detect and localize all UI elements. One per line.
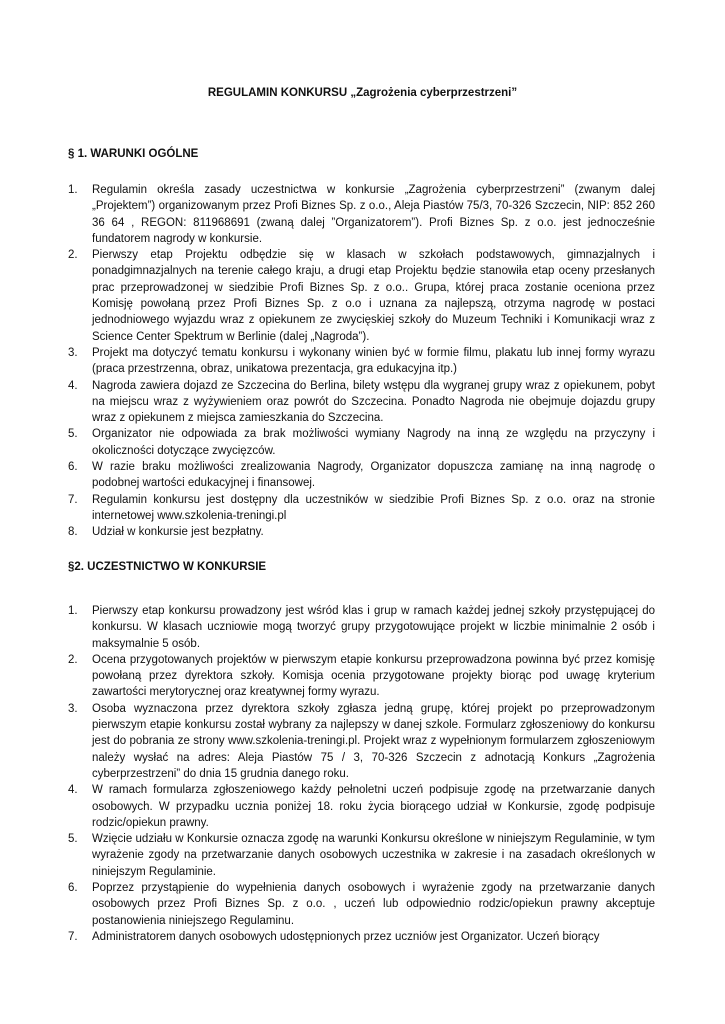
clause-item bbox=[68, 782, 655, 831]
clause-item bbox=[68, 701, 655, 782]
clause-item bbox=[68, 182, 655, 247]
section-2-list bbox=[68, 603, 655, 945]
clause-item bbox=[68, 652, 655, 701]
clause-item bbox=[68, 929, 655, 945]
clause-item bbox=[68, 603, 655, 652]
clause-text: Osoba wyznaczona przez dyrektora szkoły zgłasza jedną grupę, której projekt po przeprowadzonym pierwszym etapie konkursu został wybrany za najlepszy w danej szkole. Formularz zgłoszeniowy do konkursu jest do pobrania ze strony www.szkolenia-treningi.pl. Projekt wraz z wypełnionym formularzem zgłoszeniowym należy wysłać na adres: Aleja Piastów 75 / 3, 70-326 Szczecin z adnotacją Konkurs „Zagrożenia cyberprzestrzeni” do dnia 15 grudnia danego roku. bbox=[92, 702, 655, 780]
clause-number: 2. bbox=[68, 249, 78, 262]
clause-number: 3. bbox=[68, 346, 78, 359]
section-1-list bbox=[68, 182, 655, 541]
clause-item bbox=[68, 492, 655, 525]
clause-number: 5. bbox=[68, 428, 78, 441]
clause-text: Nagroda zawiera dojazd ze Szczecina do Berlina, bilety wstępu dla wygranej grupy wraz z opiekunem, pobyt na miejscu wraz z wyżywieniem oraz powrót do Szczecina. Ponadto Nagroda nie obejmuje dojazdu grupy wraz z opiekunem z miejsca zamieszkania do Szczecina. bbox=[92, 379, 655, 425]
clause-number: 3. bbox=[68, 702, 78, 715]
clause-text: Poprzez przystąpienie do wypełnienia danych osobowych i wyrażenie zgody na przetwarzanie danych osobowych przez Profi Biznes Sp. z o.o. , uczeń lub odpowiednio rodzic/opiekun prawny akceptuje postanowienia niniejszego Regulaminu. bbox=[92, 882, 655, 927]
clause-text: Ocena przygotowanych projektów w pierwszym etapie konkursu przeprowadzona powinna być przez komisję powołaną przez dyrektora szkoły. Komisja ocenia przygotowane projekty biorąc pod uwagę kryterium zawartości merytorycznej oraz kreatywnej formy wyrazu. bbox=[92, 653, 655, 699]
clause-item bbox=[68, 459, 655, 492]
clause-text: Projekt ma dotyczyć tematu konkursu i wykonany winien być w formie filmu, plakatu lub innej formy wyrazu (praca przestrzenna, obraz, unikatowa prezentacja, gra edukacyjna itp.) bbox=[92, 346, 655, 376]
clause-number: 1. bbox=[68, 184, 78, 196]
clause-text: Regulamin konkursu jest dostępny dla uczestników w siedzibie Profi Biznes Sp. z o.o. oraz na stronie internetowej www.szkolenia-treningi.pl bbox=[92, 493, 655, 522]
clause-number: 8. bbox=[68, 526, 78, 539]
clause-number: 7. bbox=[68, 930, 78, 943]
clause-item bbox=[68, 247, 655, 345]
clause-number: 4. bbox=[68, 784, 78, 797]
clause-text: Pierwszy etap Projektu odbędzie się w klasach w szkołach podstawowych, gimnazjalnych i ponadgimnazjalnych na terenie całego kraju, a drugi etap Projektu będzie stanowiła etap oceny przesłanych prac przeprowadzonej w siedzibie Profi Biznes Sp. z o.o.. Grupa, której praca zostanie oceniona przez Komisję powołaną przez Profi Biznes Sp. z o.o i uznana za najlepszą, otrzyma nagrodę w postaci jednodniowego wyjazdu wraz z opiekunem ze zwycięskiej szkoły do Muzeum Techniki i Komunikacji wraz z Science Center Spektrum w Berlinie (dalej „Nagroda”). bbox=[92, 249, 655, 343]
section-1-heading: § 1. WARUNKI OGÓLNE bbox=[68, 148, 199, 160]
clause-text: Organizator nie odpowiada za brak możliwości wymiany Nagrody na inną ze względu na przyczyny i okoliczności dotyczące zwycięzców. bbox=[92, 428, 655, 457]
clause-text: Wzięcie udziału w Konkursie oznacza zgodę na warunki Konkursu określone w niniejszym Regulaminie, w tym wyrażenie zgody na przetwarzanie danych osobowych uczestnika w zakresie i na zasadach określonych w niniejszym Regulaminie. bbox=[92, 833, 655, 878]
document-title: REGULAMIN KONKURSU „Zagrożenia cyberprzestrzeni” bbox=[207, 87, 518, 99]
clause-item bbox=[68, 345, 655, 378]
clause-number: 5. bbox=[68, 833, 78, 846]
clause-text: Regulamin określa zasady uczestnictwa w konkursie „Zagrożenia cyberprzestrzeni” (zwanym dalej „Projektem”) organizowanym przez Profi Biznes Sp. z o.o., Aleja Piastów 75/3, 70-326 Szczecin, NIP: 852 260 36 64 , REGON: 811968691 (zwaną dalej ”Organizatorem”). Profi Biznes Sp. z o.o. jest jednocześnie fundatorem nagrody w konkursie. bbox=[92, 184, 655, 245]
clause-text: W razie braku możliwości zrealizowania Nagrody, Organizator dopuszcza zamianę na inną nagrodę o podobnej wartości edukacyjnej i finansowej. bbox=[92, 461, 655, 490]
clause-number: 6. bbox=[68, 882, 78, 895]
clause-text: Administratorem danych osobowych udostępnionych przez uczniów jest Organizator. Uczeń biorący bbox=[92, 930, 600, 943]
clause-text: Udział w konkursie jest bezpłatny. bbox=[92, 526, 264, 539]
clause-number: 6. bbox=[68, 461, 78, 474]
clause-number: 7. bbox=[68, 493, 78, 506]
clause-number: 1. bbox=[68, 605, 78, 617]
clause-item bbox=[68, 880, 655, 929]
section-2-heading: §2. UCZESTNICTWO W KONKURSIE bbox=[68, 561, 267, 573]
clause-number: 2. bbox=[68, 653, 78, 666]
clause-item bbox=[68, 831, 655, 880]
clause-text: Pierwszy etap konkursu prowadzony jest wśród klas i grup w ramach każdej jednej szkoły przystępującej do konkursu. W klasach uczniowie mogą tworzyć grupy przygotowujące projekt w liczbie minimalnie 2 osób i maksymalnie 5 osób. bbox=[92, 605, 655, 650]
clause-item bbox=[68, 524, 655, 540]
clause-item bbox=[68, 426, 655, 459]
clause-item bbox=[68, 378, 655, 427]
clause-text: W ramach formularza zgłoszeniowego każdy pełnoletni uczeń podpisuje zgodę na przetwarzanie danych osobowych. W przypadku ucznia poniżej 18. roku życia biorącego udział w Konkursie, zgodę podpisuje rodzic/opiekun prawny. bbox=[92, 784, 655, 829]
clause-number: 4. bbox=[68, 379, 78, 392]
